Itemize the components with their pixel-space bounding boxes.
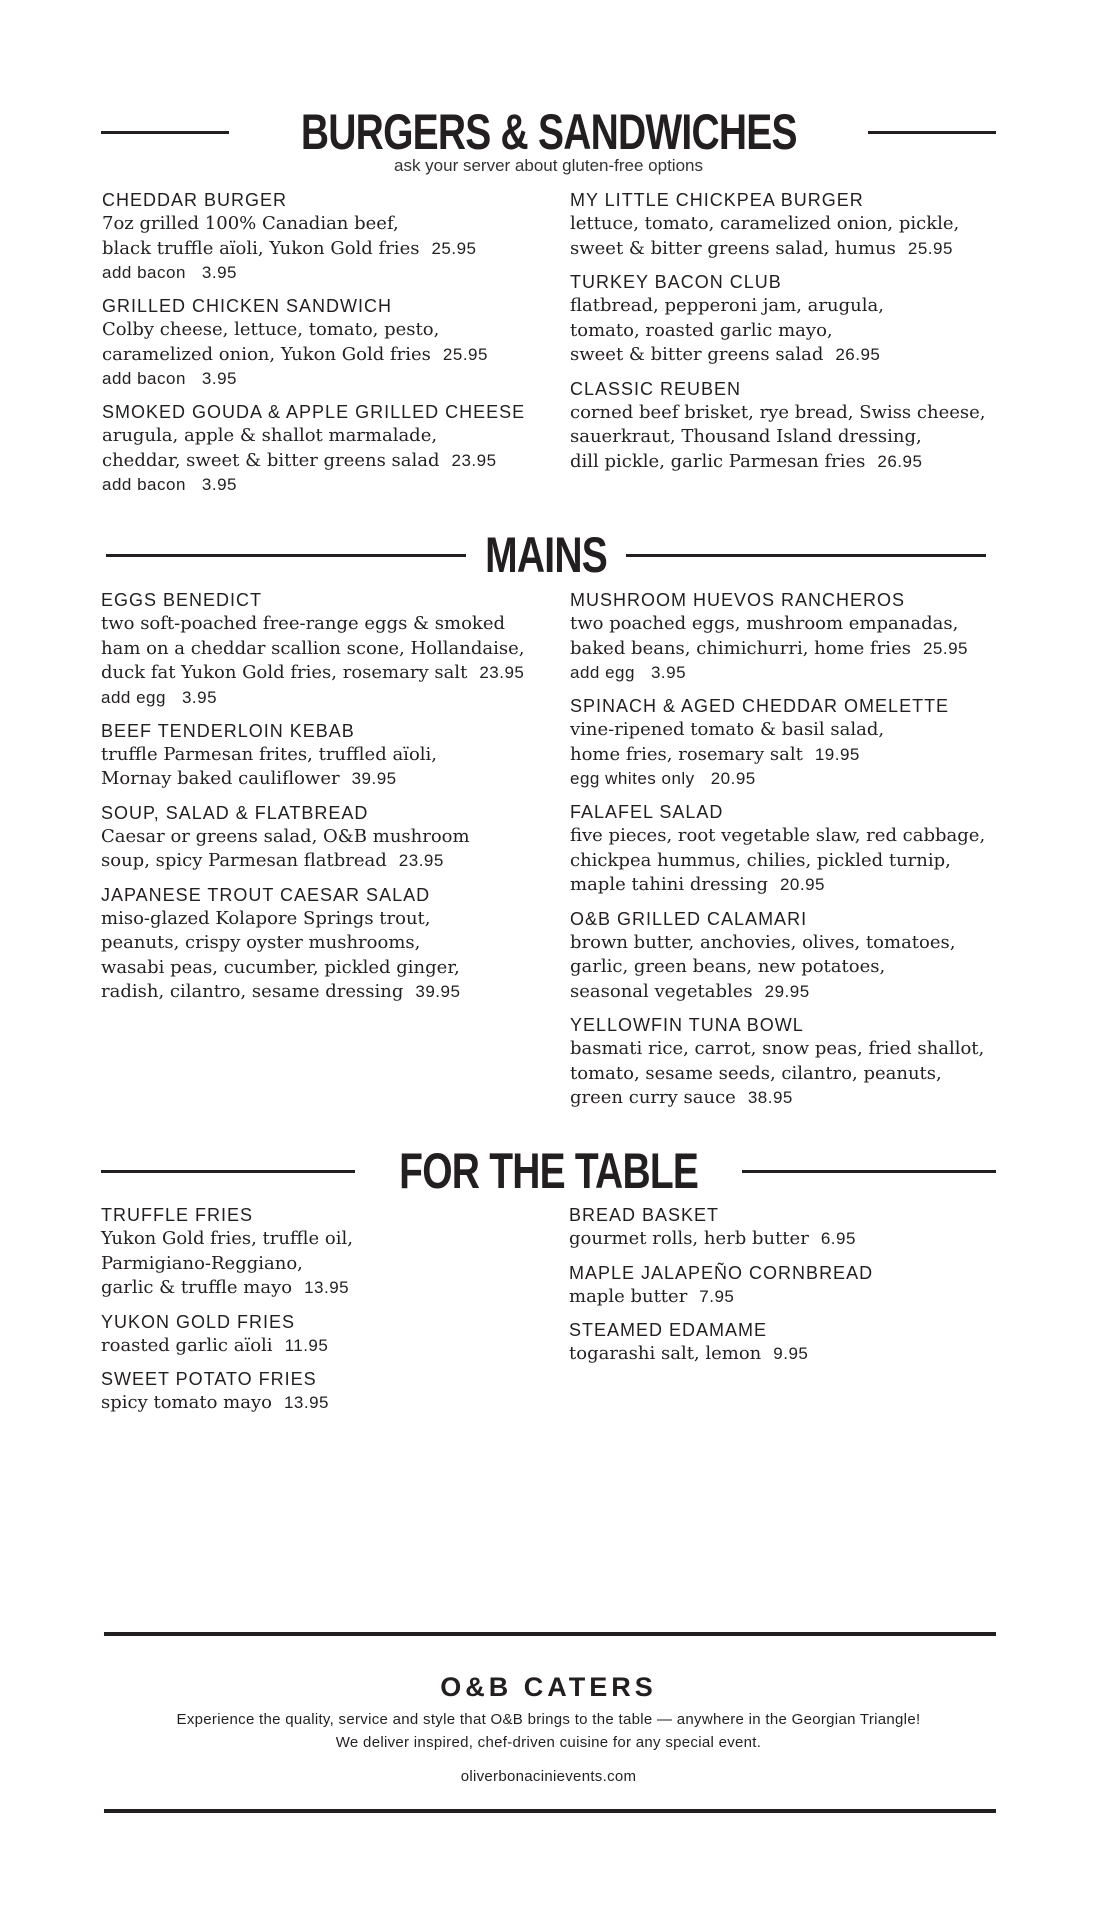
menu-item	[569, 1261, 1009, 1310]
menu-item-description	[570, 931, 1010, 1005]
table-left-column	[101, 1203, 541, 1425]
menu-item-price: 25.95	[431, 238, 477, 258]
caters-tagline-1: Experience the quality, service and style that O&B brings to the table — anywhere in the Georgian Triangle!	[176, 1711, 921, 1728]
menu-item-description	[569, 1227, 1009, 1252]
addon-label: add bacon	[102, 475, 186, 494]
menu-item	[570, 377, 1010, 475]
menu-item-description-text: basmati rice, carrot, snow peas, fried shallot, tomato, sesame seeds, cilantro, peanuts, green curry sauce	[570, 1038, 985, 1108]
addon-price: 3.95	[201, 263, 237, 282]
menu-item-price: 23.95	[479, 663, 525, 682]
section-title: MAINS	[485, 527, 607, 583]
menu-item	[569, 1203, 1009, 1252]
menu-item-description-text: roasted garlic aïoli	[101, 1334, 273, 1356]
addon-label: add bacon	[102, 263, 186, 282]
section-title: FOR THE TABLE	[399, 1143, 698, 1199]
menu-item-description-text: two soft-poached free-range eggs & smoked ham on a cheddar scallion scone, Hollandaise, duck fat Yukon Gold fries, rosemary salt	[101, 613, 525, 683]
addon-label: add bacon	[102, 369, 186, 388]
menu-item-price: 19.95	[814, 744, 860, 764]
header-rule-left	[101, 1170, 355, 1173]
menu-item-name: STEAMED EDAMAME	[569, 1320, 768, 1340]
menu-item-description-text: miso-glazed Kolapore Springs trout, peanuts, crispy oyster mushrooms, wasabi peas, cucumber, pickled ginger, radish, cilantro, sesame dressing	[101, 907, 460, 1002]
addon-price: 20.95	[710, 769, 756, 788]
menu-item-name: TRUFFLE FRIES	[101, 1205, 254, 1225]
menu-item-description	[570, 294, 1010, 368]
menu-item-description-text: truffle Parmesan frites, truffled aïoli, Mornay baked cauliflower	[101, 743, 438, 789]
section-title: BURGERS & SANDWICHES	[300, 104, 797, 160]
menu-item-name: MY LITTLE CHICKPEA BURGER	[570, 190, 864, 210]
menu-item-description-text: vine-ripened tomato & basil salad, home fries, rosemary salt	[570, 719, 885, 765]
menu-item-description-text: Caesar or greens salad, O&B mushroom soup, spicy Parmesan flatbread	[101, 825, 470, 871]
menu-item	[570, 694, 1010, 791]
header-rule-right	[868, 131, 996, 134]
menu-item-description-text: spicy tomato mayo	[101, 1392, 272, 1413]
addon-label: add egg	[570, 663, 635, 682]
menu-item-name: MUSHROOM HUEVOS RANCHEROS	[570, 590, 906, 610]
menu-item-name: CHEDDAR BURGER	[102, 190, 288, 210]
menu-item	[570, 270, 1010, 368]
menu-item-description	[101, 743, 541, 792]
menu-item-price: 25.95	[442, 344, 488, 364]
menu-item-name: BREAD BASKET	[569, 1205, 720, 1225]
menu-item	[101, 719, 541, 792]
menu-item-addon	[102, 473, 542, 497]
addon-price: 3.95	[650, 663, 687, 682]
menu-item	[101, 883, 541, 1005]
gluten-free-note: ask your server about gluten-free options	[393, 156, 703, 175]
mains-left-column	[101, 588, 541, 1014]
menu-item-description	[102, 424, 542, 473]
menu-item-name: MAPLE JALAPEÑO CORNBREAD	[569, 1262, 874, 1283]
menu-item-price: 26.95	[835, 345, 881, 364]
section-header-burgers	[101, 104, 996, 160]
menu-item-name: SMOKED GOUDA & APPLE GRILLED CHEESE	[102, 402, 526, 422]
menu-item	[570, 1013, 1010, 1111]
menu-item-name: O&B GRILLED CALAMARI	[570, 908, 808, 929]
menu-item-description-text: Yukon Gold fries, truffle oil, Parmigiano-Reggiano, garlic & truffle mayo	[101, 1228, 353, 1298]
menu-item-price: 23.95	[451, 450, 497, 470]
menu-item-description-text: gourmet rolls, herb butter	[569, 1228, 809, 1249]
menu-item-name: SPINACH & AGED CHEDDAR OMELETTE	[570, 696, 950, 716]
burgers-right-column	[570, 188, 1010, 483]
menu-item-price: 11.95	[284, 1335, 329, 1355]
menu-item-addon	[102, 367, 542, 391]
menu-item-price: 13.95	[304, 1278, 350, 1297]
caters-tagline-2: We deliver inspired, chef-driven cuisine for any special event.	[335, 1734, 762, 1751]
menu-item-addon	[570, 661, 1010, 685]
menu-item-description-text: togarashi salt, lemon	[569, 1343, 762, 1364]
caters-title: O&B CATERS	[440, 1672, 657, 1702]
menu-item-price: 20.95	[779, 875, 826, 894]
menu-item-price: 7.95	[699, 1286, 735, 1306]
mains-right-column	[570, 588, 1010, 1120]
addon-price: 3.95	[201, 475, 237, 494]
menu-item-name: FALAFEL SALAD	[570, 802, 724, 822]
menu-item-addon	[101, 686, 541, 710]
menu-item-description	[101, 907, 541, 1005]
menu-item	[569, 1318, 1009, 1367]
menu-item-description-text: arugula, apple & shallot marmalade, cheddar, sweet & bitter greens salad	[102, 425, 440, 471]
menu-item	[570, 800, 1010, 898]
menu-item-description	[570, 212, 1010, 261]
addon-price: 3.95	[181, 687, 218, 707]
menu-item-price: 25.95	[922, 638, 969, 658]
menu-item-price: 39.95	[415, 982, 461, 1001]
menu-item	[101, 1310, 541, 1359]
menu-item-description-text: Colby cheese, lettuce, tomato, pesto, caramelized onion, Yukon Gold fries	[102, 319, 440, 365]
menu-item-description-text: maple butter	[569, 1285, 688, 1307]
footer-rule-bottom	[104, 1809, 996, 1813]
header-rule-right	[742, 1170, 996, 1173]
addon-label: add egg	[101, 687, 166, 707]
menu-item-price: 9.95	[773, 1344, 809, 1363]
menu-item-description	[101, 1227, 541, 1301]
menu-item-price: 38.95	[747, 1088, 793, 1107]
menu-item-description	[102, 318, 542, 367]
menu-item-description	[101, 825, 541, 874]
menu-item	[570, 188, 1010, 261]
menu-item	[101, 1367, 541, 1416]
menu-item-name: CLASSIC REUBEN	[570, 378, 742, 399]
menu-item	[101, 801, 541, 874]
section-header-mains	[106, 527, 986, 583]
menu-item	[102, 294, 542, 391]
menu-item-name: SWEET POTATO FRIES	[101, 1369, 317, 1389]
menu-item-price: 13.95	[283, 1393, 330, 1412]
footer-rule-top	[104, 1632, 996, 1636]
menu-item-description-text: 7oz grilled 100% Canadian beef, black truffle aïoli, Yukon Gold fries	[102, 213, 420, 259]
menu-item-addon	[570, 767, 1010, 791]
menu-item	[570, 907, 1010, 1005]
menu-item	[101, 1203, 541, 1301]
menu-item-name: BEEF TENDERLOIN KEBAB	[101, 720, 355, 741]
menu-item-description	[570, 401, 1010, 475]
menu-item-name: SOUP, SALAD & FLATBREAD	[101, 802, 369, 823]
header-rule-right	[626, 554, 986, 557]
menu-item-description	[570, 824, 1010, 898]
menu-item	[102, 188, 542, 285]
burgers-left-column	[102, 188, 542, 506]
menu-item-description	[102, 212, 542, 261]
menu-item-name: YUKON GOLD FRIES	[101, 1311, 296, 1332]
menu-item-price: 26.95	[877, 451, 923, 471]
menu-item	[570, 588, 1010, 685]
menu-item-description-text: corned beef brisket, rye bread, Swiss cheese, sauerkraut, Thousand Island dressing, dill pickle, garlic Parmesan fries	[570, 401, 986, 472]
menu-item-description-text: five pieces, root vegetable slaw, red cabbage, chickpea hummus, chilies, pickled turnip, maple tahini dressing	[570, 825, 986, 895]
menu-item	[102, 400, 542, 497]
menu-item-name: TURKEY BACON CLUB	[570, 272, 782, 292]
menu-item-description	[569, 1342, 1009, 1367]
menu-item-description	[570, 718, 1010, 767]
menu-item-description-text: lettuce, tomato, caramelized onion, pickle, sweet & bitter greens salad, humus	[570, 213, 960, 259]
menu-item-name: EGGS BENEDICT	[101, 590, 263, 610]
menu-item-price: 6.95	[820, 1229, 856, 1248]
menu-item-description	[569, 1285, 1009, 1310]
menu-item-price: 29.95	[764, 981, 810, 1001]
table-right-column	[569, 1203, 1009, 1376]
menu-item-description	[570, 1037, 1010, 1111]
menu-item-price: 25.95	[907, 238, 953, 258]
menu-item-name: GRILLED CHICKEN SANDWICH	[102, 296, 393, 316]
menu-item-addon	[102, 261, 542, 285]
menu-item-description-text: flatbread, pepperoni jam, arugula, tomato, roasted garlic mayo, sweet & bitter greens salad	[570, 295, 884, 365]
addon-price: 3.95	[201, 369, 237, 388]
menu-item	[101, 588, 541, 710]
menu-item-price: 39.95	[351, 769, 397, 788]
menu-item-name: YELLOWFIN TUNA BOWL	[570, 1015, 804, 1035]
menu-item-description-text: brown butter, anchovies, olives, tomatoes, garlic, green beans, new potatoes, seasonal vegetables	[570, 931, 956, 1002]
header-rule-left	[106, 554, 466, 557]
menu-item-description-text: two poached eggs, mushroom empanadas, baked beans, chimichurri, home fries	[570, 613, 959, 659]
menu-item-description	[570, 612, 1010, 661]
addon-label: egg whites only	[570, 769, 695, 788]
header-rule-left	[101, 131, 229, 134]
menu-item-description	[101, 1391, 541, 1416]
section-header-table	[101, 1143, 996, 1199]
menu-item-description	[101, 612, 541, 686]
menu-item-price: 23.95	[398, 851, 444, 870]
caters-website-link[interactable]: oliverbonacinievents.com	[460, 1768, 637, 1785]
menu-item-description	[101, 1334, 541, 1359]
menu-item-name: JAPANESE TROUT CAESAR SALAD	[101, 884, 431, 905]
